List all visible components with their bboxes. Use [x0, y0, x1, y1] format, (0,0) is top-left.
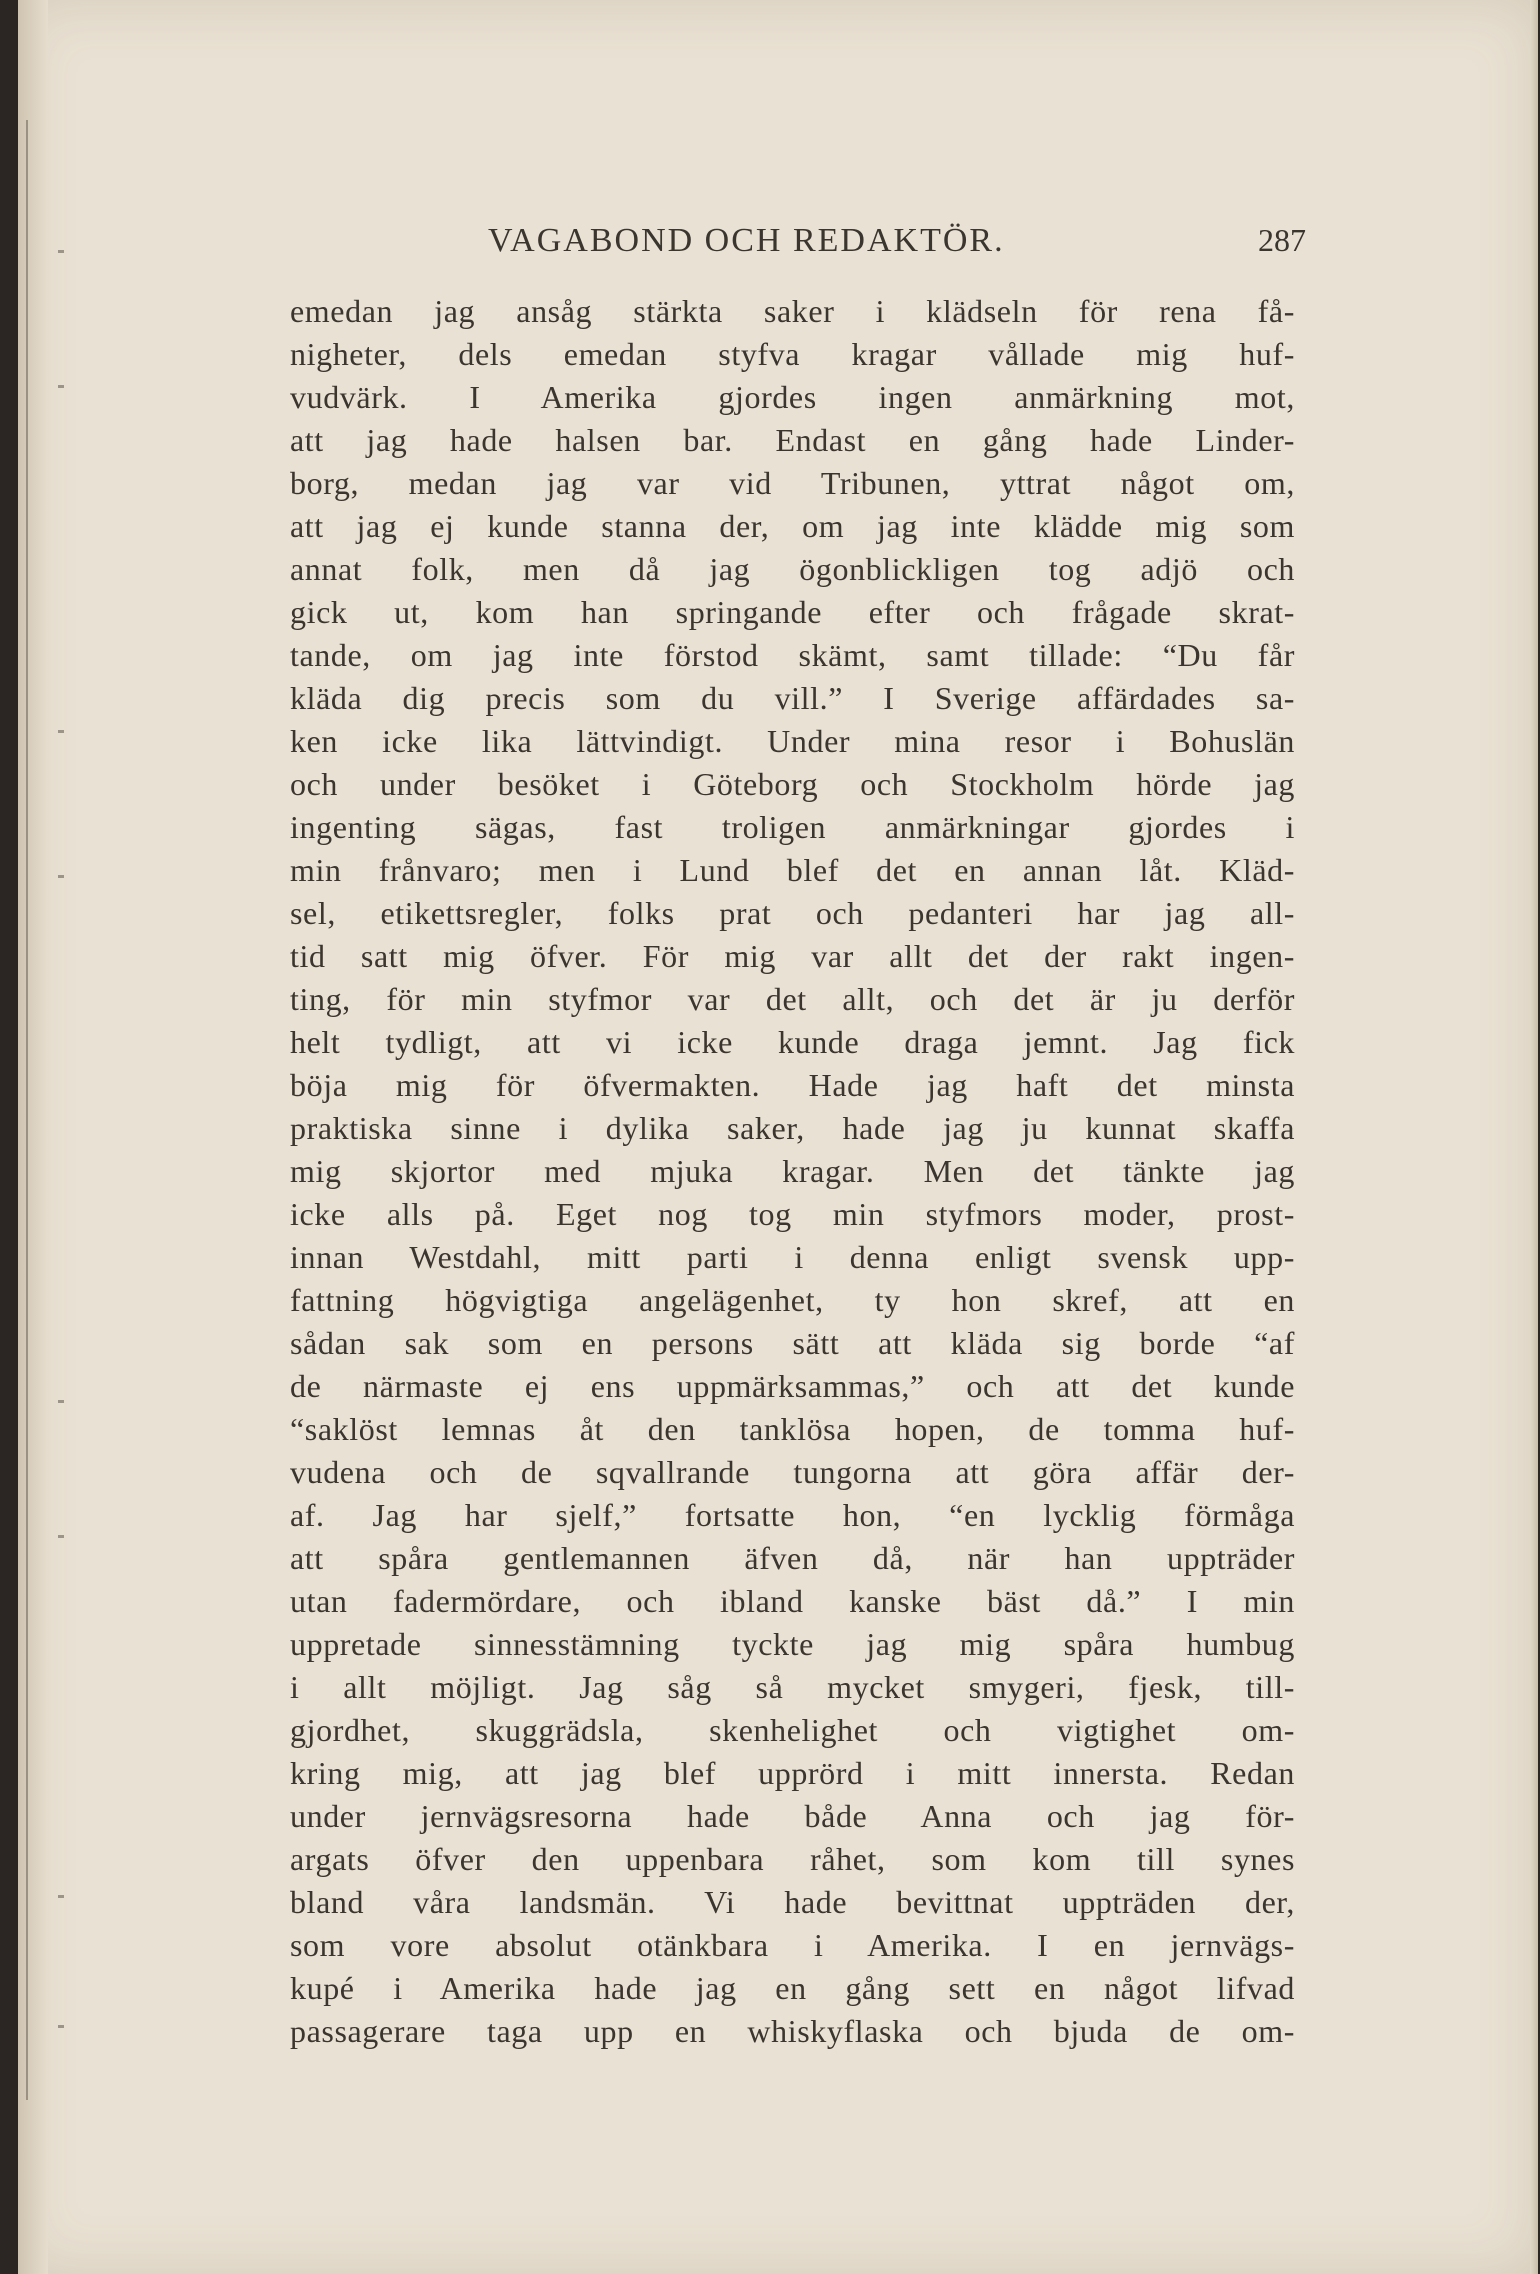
text-line: mig skjortor med mjuka kragar. Men det tänkte jag — [290, 1153, 1295, 1189]
margin-mark — [58, 1895, 64, 1898]
text-line: fattning högvigtiga angelägenhet, ty hon skref, att en — [290, 1282, 1295, 1318]
text-line: kring mig, att jag blef upprörd i mitt innersta. Redan — [290, 1755, 1295, 1791]
text-line: nigheter, dels emedan styfva kragar vållade mig huf- — [290, 336, 1295, 372]
page-gutter — [18, 0, 48, 2274]
text-line: i allt möjligt. Jag såg så mycket smygeri, fjesk, till- — [290, 1669, 1295, 1705]
text-line: ingenting sägas, fast troligen anmärkningar gjordes i — [290, 809, 1295, 845]
page-header — [488, 222, 1306, 282]
margin-mark — [58, 1535, 64, 1538]
text-line: ting, för min styfmor var det allt, och det är ju derför — [290, 981, 1295, 1017]
text-line: de närmaste ej ens uppmärksammas,” och att det kunde — [290, 1368, 1295, 1404]
margin-mark — [58, 2025, 64, 2028]
text-line: sådan sak som en persons sätt att kläda sig borde “af — [290, 1325, 1295, 1361]
margin-mark — [58, 385, 64, 388]
text-line: vudena och de sqvallrande tungorna att göra affär der- — [290, 1454, 1295, 1490]
text-line: ken icke lika lättvindigt. Under mina resor i Bohuslän — [290, 723, 1295, 759]
text-line: som vore absolut otänkbara i Amerika. I en jernvägs- — [290, 1927, 1295, 1963]
margin-mark — [58, 875, 64, 878]
binding-edge-line — [26, 120, 28, 2100]
text-line: utan fadermördare, och ibland kanske bäst då.” I min — [290, 1583, 1295, 1619]
text-line: min frånvaro; men i Lund blef det en annan låt. Kläd- — [290, 852, 1295, 888]
text-line: vudvärk. I Amerika gjordes ingen anmärkning mot, — [290, 379, 1295, 415]
text-line: att jag ej kunde stanna der, om jag inte klädde mig som — [290, 508, 1295, 544]
text-line: och under besöket i Göteborg och Stockholm hörde jag — [290, 766, 1295, 802]
page-number: 287 — [1258, 222, 1306, 258]
text-line: kupé i Amerika hade jag en gång sett en något lifvad — [290, 1970, 1295, 2006]
text-line: icke alls på. Eget nog tog min styfmors moder, prost- — [290, 1196, 1295, 1232]
text-line: tid satt mig öfver. För mig var allt det der rakt ingen- — [290, 938, 1295, 974]
body-text — [290, 290, 1295, 2053]
text-line: emedan jag ansåg stärkta saker i klädseln för rena få- — [290, 293, 1295, 329]
page-right-edge — [1530, 0, 1538, 2274]
text-line: att spåra gentlemannen äfven då, när han uppträder — [290, 1540, 1295, 1576]
text-line: uppretade sinnesstämning tyckte jag mig spåra humbug — [290, 1626, 1295, 1662]
text-line: argats öfver den uppenbara råhet, som kom till synes — [290, 1841, 1295, 1877]
text-line: helt tydligt, att vi icke kunde draga jemnt. Jag fick — [290, 1024, 1295, 1060]
running-title: VAGABOND OCH REDAKTÖR. — [488, 222, 1005, 259]
text-line: innan Westdahl, mitt parti i denna enligt svensk upp- — [290, 1239, 1295, 1275]
text-line: under jernvägsresorna hade både Anna och jag för- — [290, 1798, 1295, 1834]
text-line: passagerare taga upp en whiskyflaska och bjuda de om- — [290, 2013, 1295, 2049]
text-line: “saklöst lemnas åt den tanklösa hopen, de tomma huf- — [290, 1411, 1295, 1447]
text-line: borg, medan jag var vid Tribunen, yttrat något om, — [290, 465, 1295, 501]
text-line: böja mig för öfvermakten. Hade jag haft det minsta — [290, 1067, 1295, 1103]
text-line: kläda dig precis som du vill.” I Sverige affärdades sa- — [290, 680, 1295, 716]
text-line: gick ut, kom han springande efter och frågade skrat- — [290, 594, 1295, 630]
text-line: gjordhet, skuggrädsla, skenhelighet och vigtighet om- — [290, 1712, 1295, 1748]
text-line: praktiska sinne i dylika saker, hade jag ju kunnat skaffa — [290, 1110, 1295, 1146]
text-line: tande, om jag inte förstod skämt, samt tillade: “Du får — [290, 637, 1295, 673]
text-line: annat folk, men då jag ögonblickligen tog adjö och — [290, 551, 1295, 587]
text-line: att jag hade halsen bar. Endast en gång hade Linder- — [290, 422, 1295, 458]
margin-mark — [58, 250, 64, 253]
margin-mark — [58, 1400, 64, 1403]
margin-mark — [58, 730, 64, 733]
text-line: bland våra landsmän. Vi hade bevittnat uppträden der, — [290, 1884, 1295, 1920]
text-line: sel, etikettsregler, folks prat och pedanteri har jag all- — [290, 895, 1295, 931]
book-page — [18, 0, 1538, 2274]
text-line: af. Jag har sjelf,” fortsatte hon, “en lycklig förmåga — [290, 1497, 1295, 1533]
